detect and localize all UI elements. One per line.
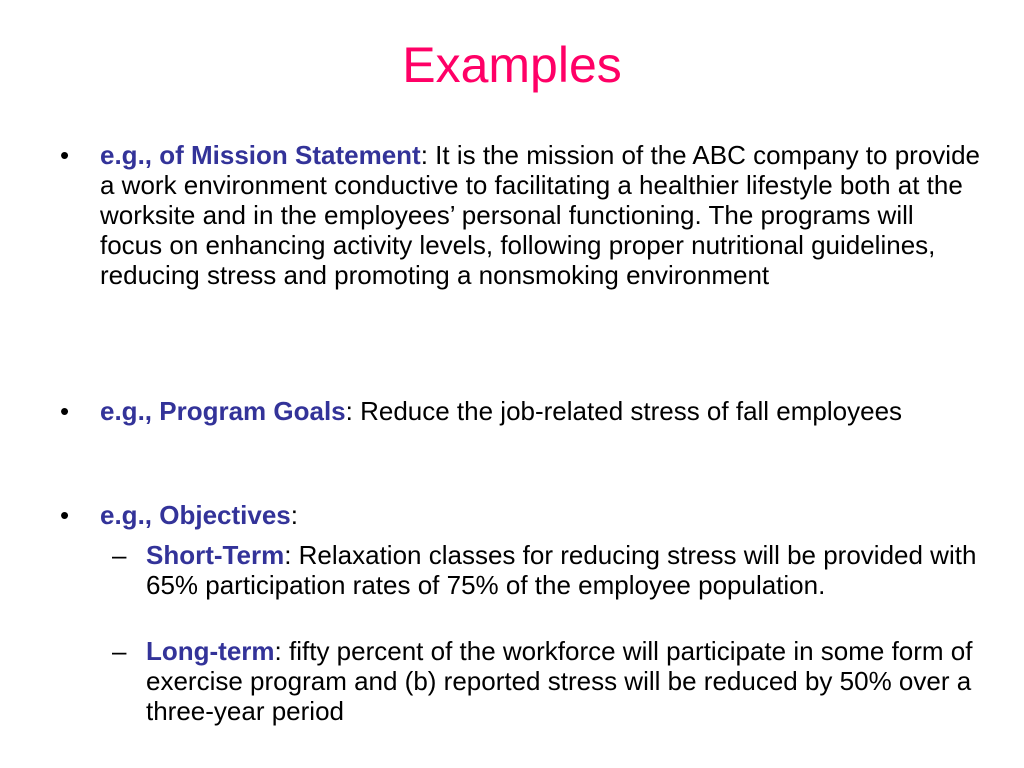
bullet-description: : bbox=[290, 500, 298, 530]
bullet-text bbox=[100, 140, 980, 290]
slide-title: Examples bbox=[402, 37, 622, 93]
bullet-description: : Reduce the job-related stress of fall employees bbox=[345, 396, 903, 426]
sub-bullet-description: : Relaxation classes for reducing stress will be provided with 65% participation rates of 75% of the employee population. bbox=[146, 540, 977, 600]
sub-bullet-text bbox=[146, 636, 986, 726]
bullet-text bbox=[100, 396, 980, 426]
bullet-term: e.g., Objectives bbox=[100, 500, 291, 530]
sub-bullet-marker: – bbox=[112, 540, 127, 570]
bullet-marker: • bbox=[60, 500, 70, 530]
bullet-term: e.g., of Mission Statement bbox=[100, 140, 421, 170]
bullet-description: : It is the mission of the ABC company to provide a work environment conductive to facilitating a healthier lifestyle both at the worksite and in the employees’ personal functioning. The programs will focus on enhancing activity levels, following proper nutritional guidelines, reducing stress and promoting a nonsmoking environment bbox=[100, 140, 980, 290]
sub-bullet-term: Short-Term bbox=[146, 540, 285, 570]
bullet-marker: • bbox=[60, 396, 70, 426]
sub-bullet-description: : fifty percent of the workforce will participate in some form of exercise program and (b) reported stress will be reduced by 50% over a three-year period bbox=[146, 636, 973, 726]
bullet-term: e.g., Program Goals bbox=[100, 396, 346, 426]
sub-bullet-text bbox=[146, 540, 986, 600]
bullet-marker: • bbox=[60, 140, 70, 170]
sub-bullet-marker: – bbox=[112, 636, 127, 666]
sub-bullet-term: Long-term bbox=[146, 636, 275, 666]
bullet-text bbox=[100, 500, 980, 530]
